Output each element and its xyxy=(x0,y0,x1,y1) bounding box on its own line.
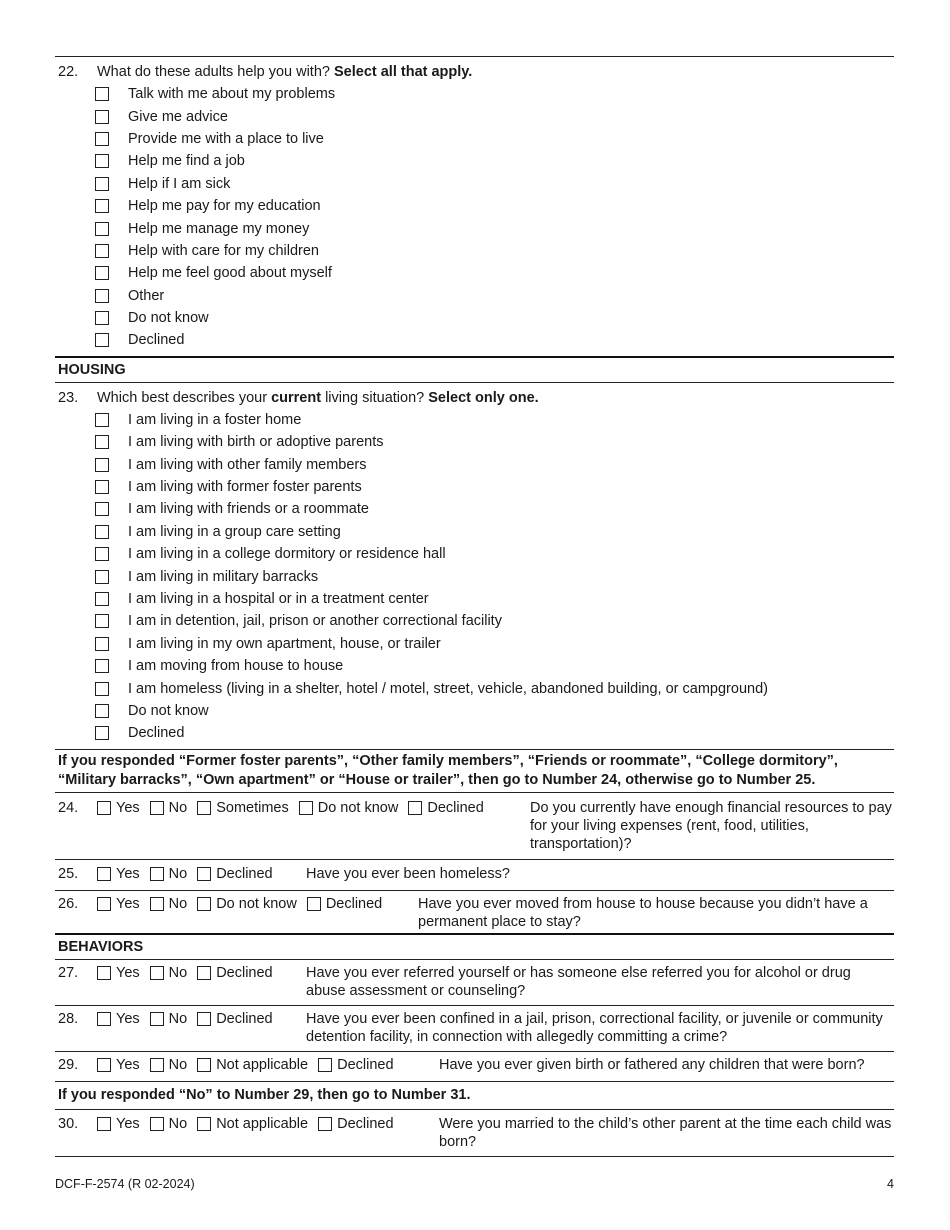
checkbox[interactable] xyxy=(97,867,111,881)
choice-no[interactable]: No xyxy=(150,799,188,817)
question-text: Were you married to the child’s other parent at the time each child was born? xyxy=(439,1115,892,1150)
question-number: 23. xyxy=(58,389,79,406)
option-college-dorm[interactable]: I am living in a college dormitory or residence hall xyxy=(95,543,894,565)
checkbox[interactable] xyxy=(95,87,109,101)
form-id: DCF-F-2574 (R 02-2024) xyxy=(55,1177,195,1191)
option-education[interactable]: Help me pay for my education xyxy=(95,195,894,217)
checkbox[interactable] xyxy=(97,897,111,911)
checkbox[interactable] xyxy=(95,177,109,191)
checkbox[interactable] xyxy=(197,1117,211,1131)
checkbox[interactable] xyxy=(95,547,109,561)
choice-declined[interactable]: Declined xyxy=(197,1010,272,1028)
option-house-to-house[interactable]: I am moving from house to house xyxy=(95,655,894,677)
question-text: Have you ever moved from house to house because you didn’t have a permanent place to stay? xyxy=(418,895,868,930)
question-number: 30. xyxy=(58,1115,79,1132)
option-declined[interactable]: Declined xyxy=(95,329,894,351)
choice-declined[interactable]: Declined xyxy=(318,1115,393,1133)
option-money[interactable]: Help me manage my money xyxy=(95,217,894,239)
choice-yes[interactable]: Yes xyxy=(97,1010,140,1028)
checkbox[interactable] xyxy=(95,502,109,516)
checkbox[interactable] xyxy=(408,801,422,815)
option-friends-roommate[interactable]: I am living with friends or a roommate xyxy=(95,498,894,520)
question-24 xyxy=(55,793,894,859)
checkbox[interactable] xyxy=(307,897,321,911)
choice-no[interactable]: No xyxy=(150,1115,188,1133)
question-text: Have you ever referred yourself or has someone else referred you for alcohol or drug abuse assessment or counseling? xyxy=(306,964,851,999)
checkbox[interactable] xyxy=(150,966,164,980)
checkbox[interactable] xyxy=(299,801,313,815)
choice-yes[interactable]: Yes xyxy=(97,964,140,982)
option-birth-parents[interactable]: I am living with birth or adoptive parents xyxy=(95,431,894,453)
option-detention[interactable]: I am in detention, jail, prison or another correctional facility xyxy=(95,610,894,632)
option-feel-good[interactable]: Help me feel good about myself xyxy=(95,262,894,284)
checkbox[interactable] xyxy=(95,458,109,472)
question-text: What do these adults help you with? Select all that apply. xyxy=(97,64,473,80)
form-page xyxy=(55,56,894,1157)
checkbox[interactable] xyxy=(95,704,109,718)
checkbox[interactable] xyxy=(197,966,211,980)
choice-do-not-know[interactable]: Do not know xyxy=(197,895,297,913)
option-children-care[interactable]: Help with care for my children xyxy=(95,240,894,262)
checkbox[interactable] xyxy=(95,311,109,325)
checkbox[interactable] xyxy=(95,154,109,168)
question-number: 26. xyxy=(58,895,79,912)
checkbox[interactable] xyxy=(197,867,211,881)
option-declined[interactable]: Declined xyxy=(95,722,894,744)
checkbox[interactable] xyxy=(95,637,109,651)
choice-yes[interactable]: Yes xyxy=(97,799,140,817)
question-number: 22. xyxy=(58,64,79,80)
choice-yes[interactable]: Yes xyxy=(97,895,140,913)
section-heading-behaviors: BEHAVIORS xyxy=(58,938,144,955)
choice-no[interactable]: No xyxy=(150,865,188,883)
question-number: 27. xyxy=(58,964,79,981)
choice-declined[interactable]: Declined xyxy=(408,799,483,817)
question-number: 28. xyxy=(58,1010,79,1027)
question-22 xyxy=(55,57,894,356)
option-family-members[interactable]: I am living with other family members xyxy=(95,453,894,475)
checkbox[interactable] xyxy=(150,801,164,815)
checkbox[interactable] xyxy=(150,1117,164,1131)
checkbox[interactable] xyxy=(95,333,109,347)
page-number: 4 xyxy=(887,1177,894,1191)
option-own-apartment[interactable]: I am living in my own apartment, house, or trailer xyxy=(95,633,894,655)
checkbox[interactable] xyxy=(95,659,109,673)
checkbox[interactable] xyxy=(95,435,109,449)
skip-instruction-24: If you responded “Former foster parents”, “Other family members”, “Friends or roommate”, “College dormitory”, “Military barracks”, “Own apartment” or “House or trailer”, then go to Number 24, otherwise go to Number 25. xyxy=(58,752,838,788)
checkbox[interactable] xyxy=(95,132,109,146)
checkbox[interactable] xyxy=(95,726,109,740)
question-25 xyxy=(55,860,894,890)
question-28 xyxy=(55,1006,894,1051)
choice-no[interactable]: No xyxy=(150,1010,188,1028)
option-former-foster[interactable]: I am living with former foster parents xyxy=(95,476,894,498)
option-do-not-know[interactable]: Do not know xyxy=(95,307,894,329)
question-30 xyxy=(55,1110,894,1156)
checkbox[interactable] xyxy=(150,1012,164,1026)
checkbox[interactable] xyxy=(150,897,164,911)
checkbox[interactable] xyxy=(95,266,109,280)
option-find-job[interactable]: Help me find a job xyxy=(95,150,894,172)
choice-not-applicable[interactable]: Not applicable xyxy=(197,1115,308,1133)
skip-instruction-31: If you responded “No” to Number 29, then go to Number 31. xyxy=(58,1086,471,1103)
option-group-care[interactable]: I am living in a group care setting xyxy=(95,521,894,543)
choice-do-not-know[interactable]: Do not know xyxy=(299,799,399,817)
question-number: 24. xyxy=(58,799,79,816)
option-foster-home[interactable]: I am living in a foster home xyxy=(95,409,894,431)
checkbox[interactable] xyxy=(95,570,109,584)
option-homeless[interactable]: I am homeless (living in a shelter, hotel / motel, street, vehicle, abandoned building, or campground) xyxy=(95,677,894,699)
checkbox[interactable] xyxy=(318,1058,332,1072)
choice-yes[interactable]: Yes xyxy=(97,1056,140,1074)
checkbox[interactable] xyxy=(197,1012,211,1026)
option-hospital[interactable]: I am living in a hospital or in a treatment center xyxy=(95,588,894,610)
checkbox[interactable] xyxy=(97,966,111,980)
checkbox[interactable] xyxy=(95,413,109,427)
question-23 xyxy=(55,383,894,749)
choice-no[interactable]: No xyxy=(150,1056,188,1074)
question-text: Have you ever given birth or fathered any children that were born? xyxy=(439,1056,865,1073)
option-talk-problems[interactable]: Talk with me about my problems xyxy=(95,83,894,105)
section-heading-housing: HOUSING xyxy=(58,361,126,378)
checkbox[interactable] xyxy=(150,867,164,881)
option-do-not-know[interactable]: Do not know xyxy=(95,700,894,722)
checkbox[interactable] xyxy=(97,1117,111,1131)
checkbox[interactable] xyxy=(95,525,109,539)
option-other[interactable]: Other xyxy=(95,285,894,307)
divider xyxy=(55,1156,894,1157)
choice-declined[interactable]: Declined xyxy=(197,865,272,883)
checkbox[interactable] xyxy=(95,199,109,213)
question-number: 29. xyxy=(58,1056,79,1073)
question-text: Do you currently have enough financial resources to pay for your living expenses (rent, food, utilities, transportation)? xyxy=(530,799,892,852)
choice-yes[interactable]: Yes xyxy=(97,865,140,883)
question-text: Have you ever been homeless? xyxy=(306,865,510,882)
question-27 xyxy=(55,960,894,1005)
checkbox[interactable] xyxy=(197,897,211,911)
checkbox[interactable] xyxy=(95,614,109,628)
checkbox[interactable] xyxy=(95,480,109,494)
option-place-to-live[interactable]: Provide me with a place to live xyxy=(95,128,894,150)
checkbox[interactable] xyxy=(197,801,211,815)
choice-sometimes[interactable]: Sometimes xyxy=(197,799,289,817)
choice-declined[interactable]: Declined xyxy=(307,895,382,913)
question-text: Have you ever been confined in a jail, prison, correctional facility, or juvenile or community detention facility, in connection with allegedly committing a crime? xyxy=(306,1010,883,1045)
checkbox[interactable] xyxy=(97,801,111,815)
option-give-advice[interactable]: Give me advice xyxy=(95,105,894,127)
question-29 xyxy=(55,1052,894,1081)
checkbox[interactable] xyxy=(97,1058,111,1072)
checkbox[interactable] xyxy=(95,222,109,236)
option-military[interactable]: I am living in military barracks xyxy=(95,565,894,587)
checkbox[interactable] xyxy=(95,592,109,606)
page-footer xyxy=(55,1177,894,1191)
choice-not-applicable[interactable]: Not applicable xyxy=(197,1056,308,1074)
checkbox[interactable] xyxy=(150,1058,164,1072)
checkbox[interactable] xyxy=(197,1058,211,1072)
checkbox[interactable] xyxy=(97,1012,111,1026)
question-number: 25. xyxy=(58,865,79,882)
choice-yes[interactable]: Yes xyxy=(97,1115,140,1133)
choice-declined[interactable]: Declined xyxy=(197,964,272,982)
choice-no[interactable]: No xyxy=(150,895,188,913)
question-26 xyxy=(55,891,894,933)
option-sick[interactable]: Help if I am sick xyxy=(95,173,894,195)
checkbox[interactable] xyxy=(95,289,109,303)
question-text: Which best describes your current living situation? Select only one. xyxy=(97,389,539,406)
checkbox[interactable] xyxy=(95,244,109,258)
checkbox[interactable] xyxy=(95,110,109,124)
checkbox[interactable] xyxy=(318,1117,332,1131)
choice-declined[interactable]: Declined xyxy=(318,1056,393,1074)
choice-no[interactable]: No xyxy=(150,964,188,982)
checkbox[interactable] xyxy=(95,682,109,696)
